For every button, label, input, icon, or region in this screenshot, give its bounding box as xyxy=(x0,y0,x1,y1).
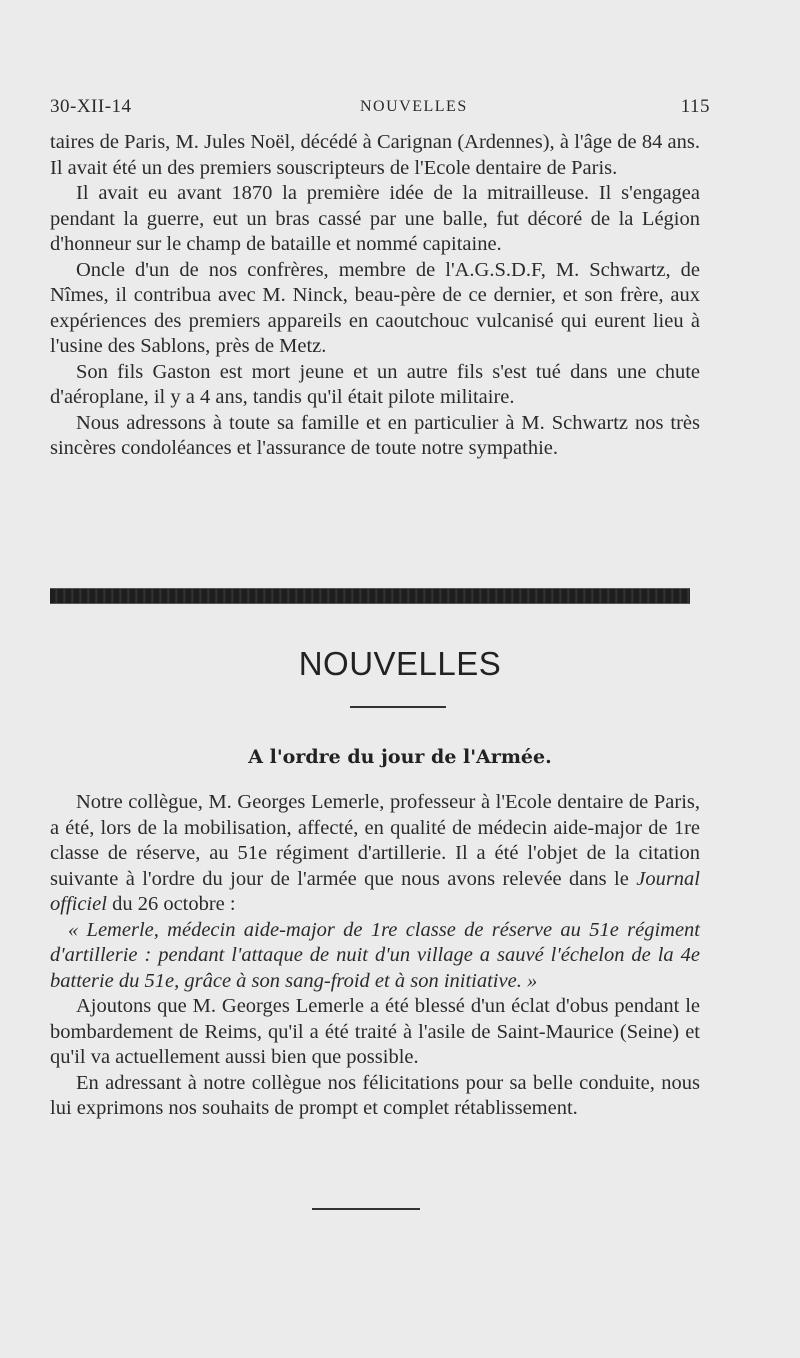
paragraph: Ajoutons que M. Georges Lemerle a été blessé d'un éclat d'obus pendant le bombardement de Reims, qu'il a été traité à l'asile de Saint-Maurice (Seine) et qu'il va actuellement aussi bien que possible. xyxy=(50,995,700,1068)
citation-quote: « Lemerle, médecin aide-major de 1re classe de réserve au 51e régiment d'artillerie : pendant l'attaque de nuit d'un village a sauvé l'échelon de la 4e batterie du 51e, grâce à son sang-froid et à son initiative. » xyxy=(50,918,700,992)
paragraph: En adressant à notre collègue nos félicitations pour sa belle conduite, nous lui exprimons nos souhaits de prompt et complet rétablissement. xyxy=(50,1071,700,1119)
paragraph: Nous adressons à toute sa famille et en particulier à M. Schwartz nos très sincères condoléances et l'assurance de toute notre sympathie. xyxy=(50,411,700,459)
news-article xyxy=(50,790,700,1122)
paragraph: Son fils Gaston est mort jeune et un autre fils s'est tué dans une chute d'aéroplane, il y a 4 ans, tandis qu'il était pilote militaire. xyxy=(50,360,700,408)
text: Notre collègue, M. Georges Lemerle, professeur à l'Ecole dentaire de Paris, a été, lors de la mobilisation, affecté, en qualité de médecin aide-major de 1re classe de réserve, au 51e régiment d'artillerie. Il a été l'objet de la citation suivante à l'ordre du jour de l'armée que nous avons relevée dans le xyxy=(50,791,700,890)
page-number: 115 xyxy=(680,96,710,117)
journal-name: Journal officiel xyxy=(50,867,700,915)
end-rule xyxy=(312,1208,420,1210)
paragraph: Il avait eu avant 1870 la première idée de la mitrailleuse. Il s'engagea pendant la guerre, eut un bras cassé par une balle, fut décoré de la Légion d'honneur sur le champ de bataille et nommé capitaine. xyxy=(50,182,700,255)
section-title: NOUVELLES xyxy=(298,645,502,682)
title-rule xyxy=(350,706,446,708)
obituary-article xyxy=(50,130,700,462)
subheading: A l'ordre du jour de l'Armée. xyxy=(248,746,552,768)
paragraph: Oncle d'un de nos confrères, membre de l'A.G.S.D.F, M. Schwartz, de Nîmes, il contribua avec M. Ninck, beau-père de ce dernier, et son frère, aux expériences des premiers appareils en caoutchouc vulcanisé qui eurent lieu à l'usine des Sablons, près de Metz. xyxy=(50,258,700,357)
paragraph: taires de Paris, M. Jules Noël, décédé à Carignan (Ardennes), à l'âge de 84 ans. Il avait été un des premiers souscripteurs de l'Ecole dentaire de Paris. xyxy=(50,131,700,179)
decorative-rule xyxy=(50,588,690,604)
paragraph xyxy=(50,790,700,918)
issue-date: 30-XII-14 xyxy=(50,96,132,117)
running-title: NOUVELLES xyxy=(360,98,468,115)
running-head xyxy=(50,96,710,124)
text: du 26 octobre : xyxy=(106,893,236,915)
